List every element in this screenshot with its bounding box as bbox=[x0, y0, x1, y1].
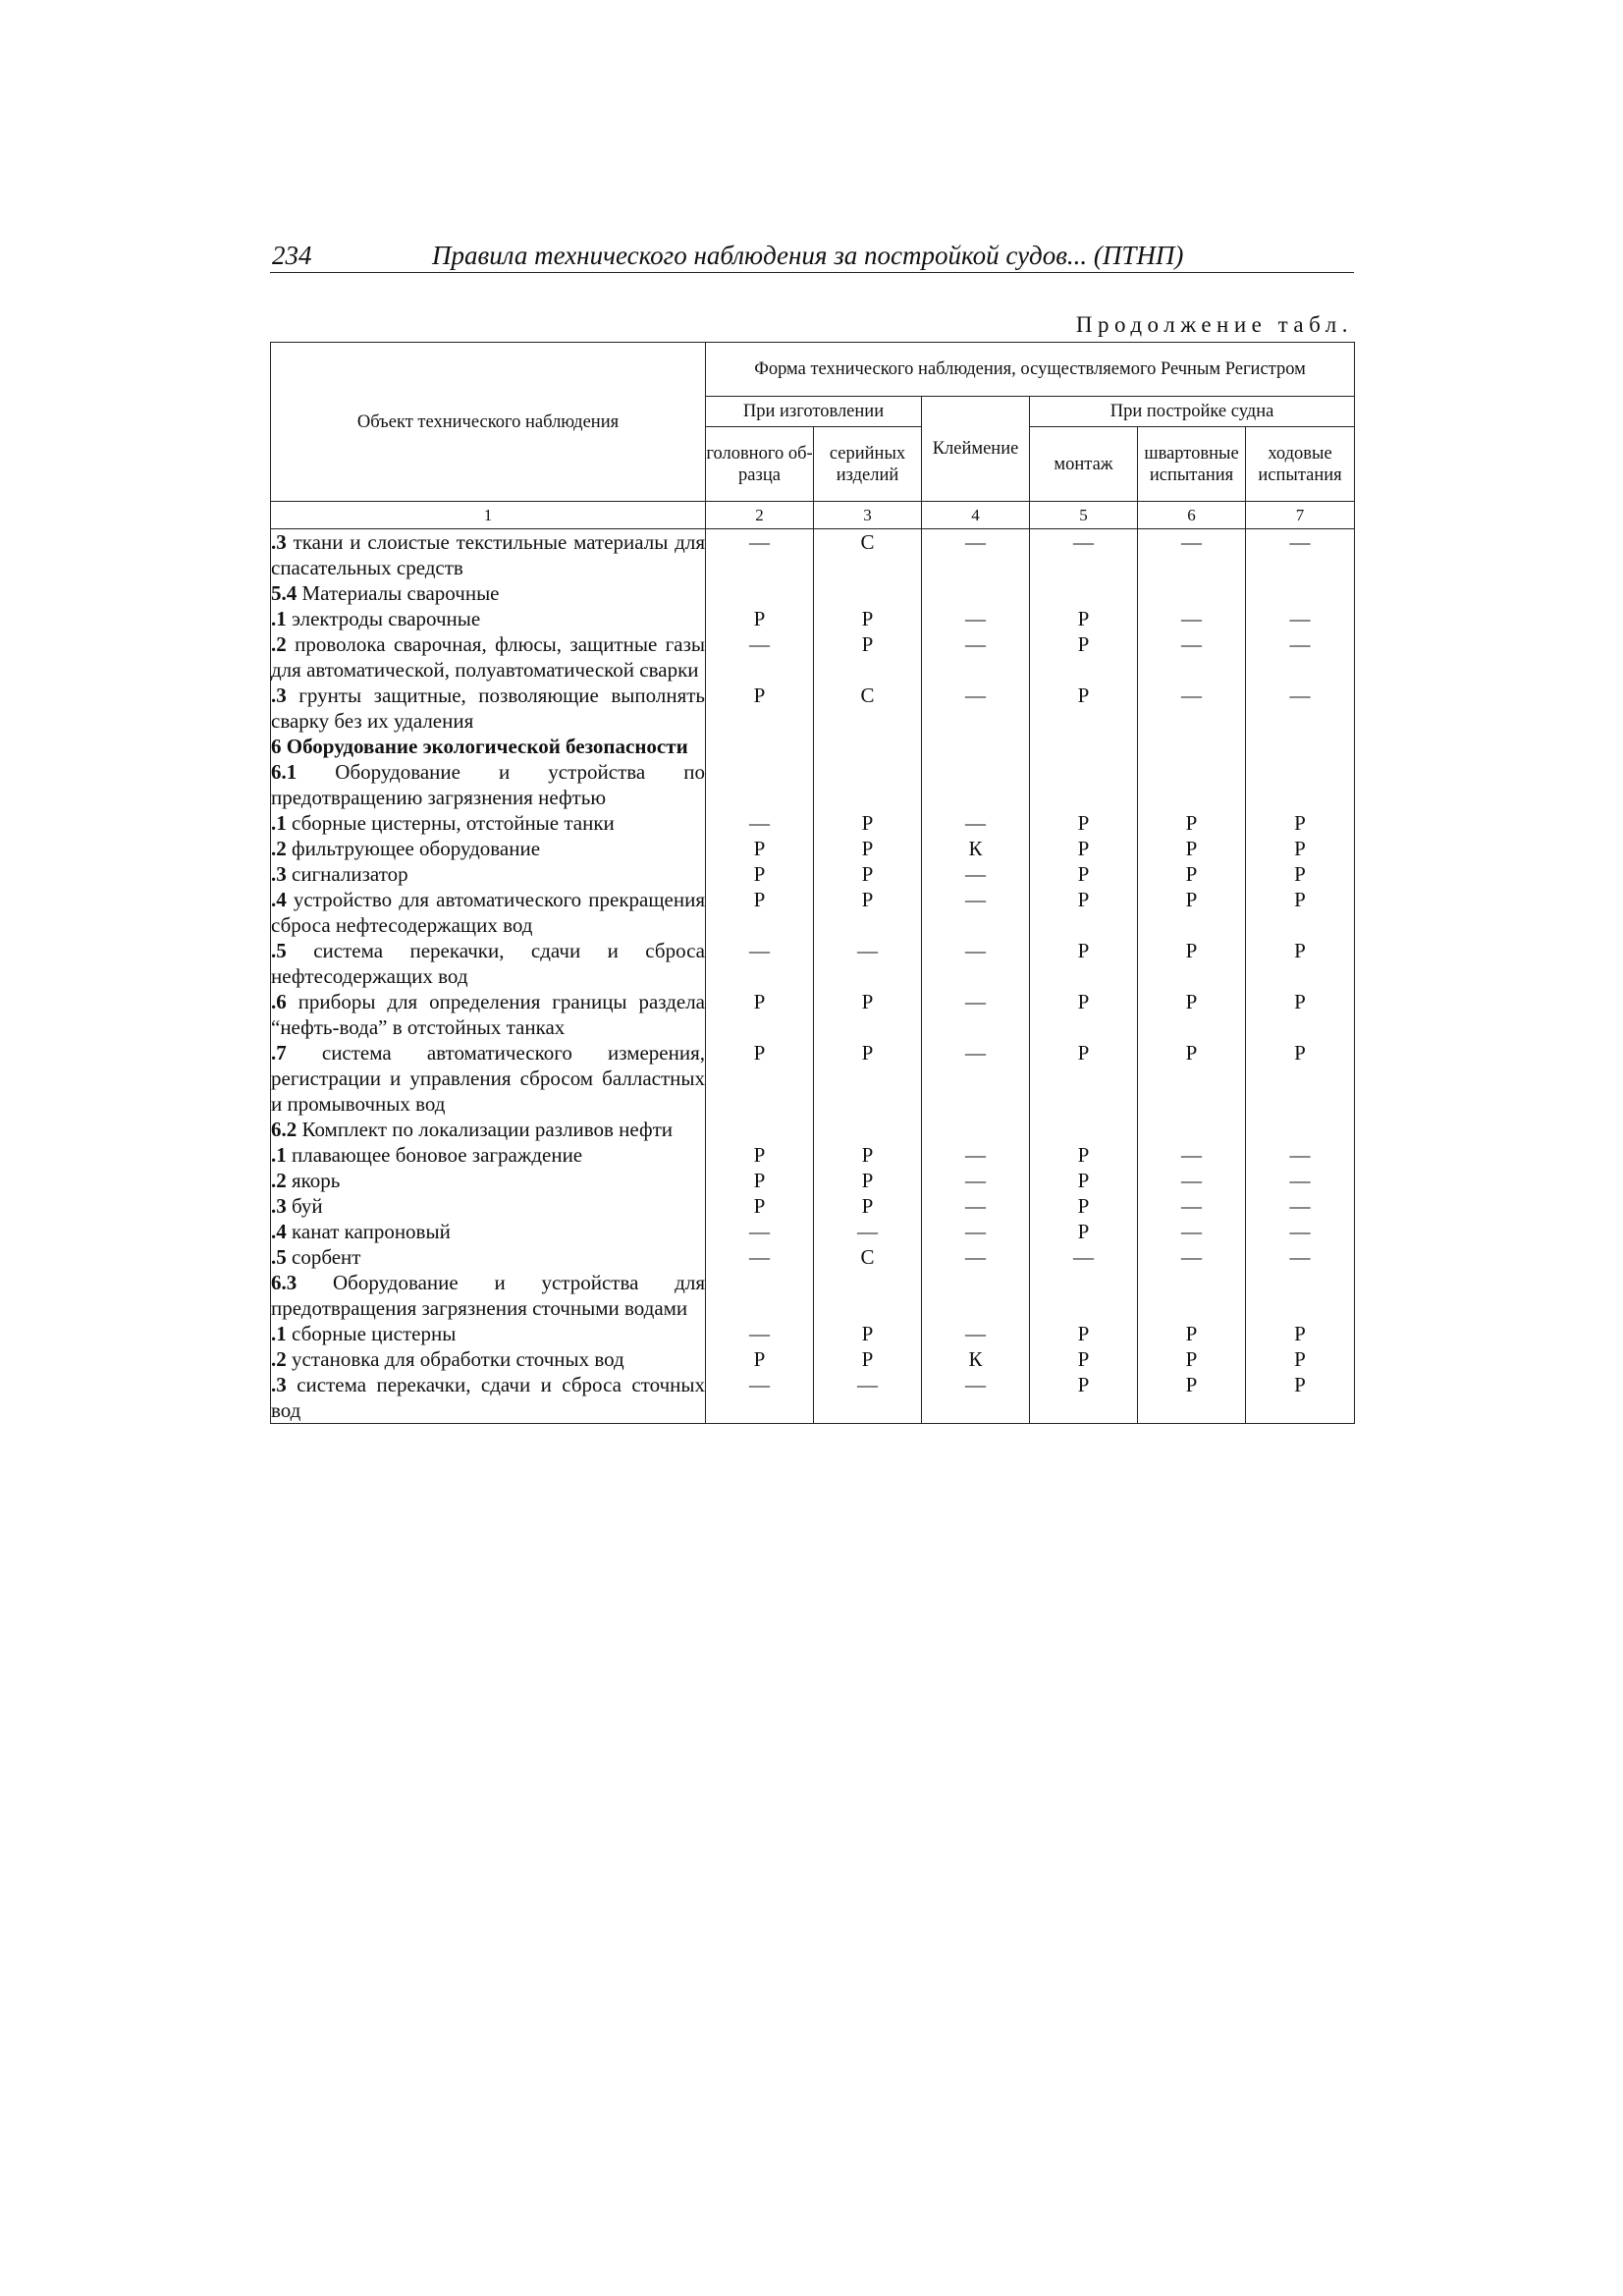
value-cell: — bbox=[706, 1321, 814, 1346]
empty-cell bbox=[1246, 734, 1355, 759]
item-text: электроды сварочные bbox=[292, 607, 481, 630]
value-cell: Р bbox=[814, 1346, 922, 1372]
value-cell: К bbox=[922, 1346, 1030, 1372]
value-cell: — bbox=[706, 1219, 814, 1244]
value-cell: Р bbox=[1246, 887, 1355, 938]
value-cell bbox=[1138, 1117, 1246, 1142]
item-number: .5 bbox=[271, 939, 287, 962]
table-row bbox=[271, 861, 1355, 887]
value-cell: Р bbox=[1030, 1219, 1138, 1244]
value-cell bbox=[922, 759, 1030, 810]
value-cell bbox=[1246, 1270, 1355, 1321]
value-cell: Р bbox=[1138, 861, 1246, 887]
item-number: .3 bbox=[271, 683, 287, 707]
col-number: 7 bbox=[1246, 502, 1355, 529]
table-body bbox=[271, 529, 1355, 1424]
value-cell: — bbox=[922, 1040, 1030, 1117]
value-cell: Р bbox=[706, 861, 814, 887]
item-number: .2 bbox=[271, 837, 287, 860]
item-number: .2 bbox=[271, 632, 287, 656]
item-text: Оборудование и устройства для предотвращения загрязнения сточными водами bbox=[271, 1271, 705, 1320]
item-number: .3 bbox=[271, 1194, 287, 1218]
value-cell bbox=[1030, 1270, 1138, 1321]
table-row bbox=[271, 580, 1355, 606]
item-text: система перекачки, сдачи и сброса нефтесодержащих вод bbox=[271, 939, 705, 988]
value-cell: — bbox=[1246, 606, 1355, 631]
empty-cell bbox=[1030, 734, 1138, 759]
table-row bbox=[271, 836, 1355, 861]
value-cell: Р bbox=[814, 606, 922, 631]
col-header-stamping: Клеймение bbox=[922, 397, 1030, 502]
item-number: .1 bbox=[271, 1322, 287, 1345]
value-cell: — bbox=[1246, 529, 1355, 581]
value-cell: — bbox=[814, 1372, 922, 1424]
item-number: .6 bbox=[271, 990, 287, 1013]
value-cell: — bbox=[1246, 1193, 1355, 1219]
value-cell: Р bbox=[1030, 606, 1138, 631]
value-cell: Р bbox=[1030, 1193, 1138, 1219]
value-cell: — bbox=[1246, 683, 1355, 734]
value-cell: — bbox=[922, 1372, 1030, 1424]
object-cell bbox=[271, 1040, 706, 1117]
value-cell: — bbox=[814, 1219, 922, 1244]
value-cell bbox=[922, 1270, 1030, 1321]
item-number: .5 bbox=[271, 1245, 287, 1269]
value-cell: Р bbox=[1030, 989, 1138, 1040]
object-cell bbox=[271, 1244, 706, 1270]
item-text: сборные цистерны bbox=[292, 1322, 457, 1345]
table-row bbox=[271, 1193, 1355, 1219]
value-cell: — bbox=[922, 1168, 1030, 1193]
item-number: .2 bbox=[271, 1169, 287, 1192]
table-row bbox=[271, 1040, 1355, 1117]
table-row bbox=[271, 1168, 1355, 1193]
value-cell: — bbox=[1138, 1193, 1246, 1219]
item-number: 6.3 bbox=[271, 1271, 298, 1294]
value-cell: Р bbox=[1246, 836, 1355, 861]
page-header bbox=[270, 239, 1354, 273]
value-cell: Р bbox=[814, 1040, 922, 1117]
value-cell bbox=[814, 759, 922, 810]
value-cell: — bbox=[706, 938, 814, 989]
value-cell: — bbox=[706, 1372, 814, 1424]
value-cell bbox=[814, 1117, 922, 1142]
object-cell bbox=[271, 606, 706, 631]
table-row bbox=[271, 631, 1355, 683]
value-cell bbox=[814, 580, 922, 606]
item-text: устройство для автоматического прекращения сброса нефтесодержащих вод bbox=[271, 888, 705, 937]
running-title: Правила технического наблюдения за постройкой судов... (ПТНП) bbox=[432, 241, 1184, 270]
value-cell: — bbox=[1030, 1244, 1138, 1270]
value-cell: — bbox=[1138, 1142, 1246, 1168]
table-row bbox=[271, 529, 1355, 581]
value-cell: Р bbox=[814, 631, 922, 683]
value-cell: Р bbox=[814, 1168, 922, 1193]
value-cell: Р bbox=[1030, 1346, 1138, 1372]
value-cell: Р bbox=[814, 1193, 922, 1219]
value-cell bbox=[706, 580, 814, 606]
value-cell: Р bbox=[1030, 836, 1138, 861]
value-cell: — bbox=[1030, 529, 1138, 581]
value-cell: К bbox=[922, 836, 1030, 861]
item-text: приборы для определения границы раздела “нефть-вода” в отстойных танках bbox=[271, 990, 706, 1039]
observation-table bbox=[270, 342, 1355, 1424]
value-cell: — bbox=[922, 861, 1030, 887]
value-cell: Р bbox=[1246, 1372, 1355, 1424]
value-cell: — bbox=[1138, 606, 1246, 631]
item-text: грунты защитные, позволяющие выполнять сварку без их удаления bbox=[271, 683, 705, 733]
table-row bbox=[271, 1142, 1355, 1168]
object-cell bbox=[271, 836, 706, 861]
value-cell: Р bbox=[706, 887, 814, 938]
value-cell: Р bbox=[1246, 1321, 1355, 1346]
object-cell bbox=[271, 938, 706, 989]
object-cell bbox=[271, 529, 706, 581]
object-cell bbox=[271, 989, 706, 1040]
construction-header: При постройке судна bbox=[1030, 397, 1355, 427]
table-row bbox=[271, 759, 1355, 810]
item-text: канат капроновый bbox=[292, 1220, 451, 1243]
item-number: .3 bbox=[271, 1373, 287, 1396]
object-cell bbox=[271, 1346, 706, 1372]
item-text: ткани и слоистые текстильные материалы для спасательных средств bbox=[271, 530, 705, 579]
item-number: .1 bbox=[271, 1143, 287, 1167]
value-cell: — bbox=[706, 810, 814, 836]
value-cell: Р bbox=[814, 861, 922, 887]
value-cell bbox=[922, 580, 1030, 606]
col-number: 1 bbox=[271, 502, 706, 529]
value-cell: Р bbox=[1138, 1321, 1246, 1346]
value-cell: Р bbox=[1030, 861, 1138, 887]
value-cell bbox=[706, 759, 814, 810]
value-cell: Р bbox=[1138, 989, 1246, 1040]
value-cell: Р bbox=[1246, 861, 1355, 887]
value-cell: Р bbox=[1138, 1346, 1246, 1372]
col-number: 6 bbox=[1138, 502, 1246, 529]
value-cell: — bbox=[922, 887, 1030, 938]
form-header: Форма технического наблюдения, осуществляемого Речным Регистром bbox=[706, 343, 1355, 397]
value-cell: Р bbox=[1138, 887, 1246, 938]
value-cell: — bbox=[1138, 631, 1246, 683]
value-cell: Р bbox=[1246, 1040, 1355, 1117]
table-row bbox=[271, 1244, 1355, 1270]
value-cell: Р bbox=[1030, 683, 1138, 734]
value-cell: — bbox=[814, 938, 922, 989]
object-cell bbox=[271, 887, 706, 938]
table-row bbox=[271, 1219, 1355, 1244]
value-cell: Р bbox=[814, 810, 922, 836]
item-text: Материалы сварочные bbox=[301, 581, 500, 605]
value-cell: — bbox=[1138, 1219, 1246, 1244]
section-heading: 6 Оборудование экологической безопасности bbox=[271, 734, 706, 759]
table-row bbox=[271, 989, 1355, 1040]
table-row bbox=[271, 1270, 1355, 1321]
value-cell bbox=[1246, 759, 1355, 810]
col-header-mooring-tests: швартовные испытания bbox=[1138, 427, 1246, 502]
value-cell: Р bbox=[706, 1346, 814, 1372]
object-cell bbox=[271, 1372, 706, 1424]
value-cell bbox=[706, 1117, 814, 1142]
col-header-installation: монтаж bbox=[1030, 427, 1138, 502]
value-cell: Р bbox=[1030, 631, 1138, 683]
value-cell: Р bbox=[1030, 1321, 1138, 1346]
item-text: проволока сварочная, флюсы, защитные газы для автоматической, полуавтоматической сварки bbox=[271, 632, 706, 682]
value-cell bbox=[706, 1270, 814, 1321]
object-column-header: Объект технического наблюдения bbox=[271, 343, 706, 502]
item-text: сорбент bbox=[292, 1245, 361, 1269]
value-cell: Р bbox=[706, 1193, 814, 1219]
value-cell: — bbox=[1246, 1168, 1355, 1193]
value-cell: — bbox=[1246, 1219, 1355, 1244]
empty-cell bbox=[1138, 734, 1246, 759]
empty-cell bbox=[814, 734, 922, 759]
object-cell bbox=[271, 759, 706, 810]
item-number: 5.4 bbox=[271, 581, 298, 605]
value-cell: — bbox=[922, 683, 1030, 734]
value-cell bbox=[1030, 759, 1138, 810]
item-text: система перекачки, сдачи и сброса сточных вод bbox=[271, 1373, 705, 1422]
value-cell: С bbox=[814, 1244, 922, 1270]
value-cell: Р bbox=[1138, 1372, 1246, 1424]
object-cell bbox=[271, 1321, 706, 1346]
value-cell: Р bbox=[1030, 810, 1138, 836]
value-cell: Р bbox=[814, 1142, 922, 1168]
value-cell: — bbox=[1138, 1168, 1246, 1193]
value-cell: Р bbox=[1030, 1142, 1138, 1168]
table-row bbox=[271, 1372, 1355, 1424]
value-cell: — bbox=[922, 989, 1030, 1040]
empty-cell bbox=[922, 734, 1030, 759]
item-number: .7 bbox=[271, 1041, 287, 1065]
value-cell: Р bbox=[706, 989, 814, 1040]
table-row bbox=[271, 1117, 1355, 1142]
object-cell bbox=[271, 631, 706, 683]
item-number: .4 bbox=[271, 888, 287, 911]
col-header-serial: серийных изделий bbox=[814, 427, 922, 502]
value-cell: — bbox=[1246, 631, 1355, 683]
value-cell bbox=[1138, 580, 1246, 606]
value-cell: — bbox=[1138, 1244, 1246, 1270]
value-cell: Р bbox=[814, 836, 922, 861]
value-cell: Р bbox=[706, 836, 814, 861]
value-cell: Р bbox=[706, 606, 814, 631]
value-cell: — bbox=[922, 529, 1030, 581]
value-cell: Р bbox=[1246, 989, 1355, 1040]
value-cell bbox=[922, 1117, 1030, 1142]
value-cell: — bbox=[922, 1193, 1030, 1219]
item-number: .3 bbox=[271, 530, 287, 554]
value-cell: — bbox=[1246, 1142, 1355, 1168]
item-number: .4 bbox=[271, 1220, 287, 1243]
value-cell: — bbox=[1138, 683, 1246, 734]
table-continuation-label: Продолжение табл. bbox=[1075, 312, 1353, 337]
value-cell: Р bbox=[814, 1321, 922, 1346]
object-cell bbox=[271, 1168, 706, 1193]
object-cell bbox=[271, 1117, 706, 1142]
item-number: .3 bbox=[271, 862, 287, 886]
value-cell: — bbox=[706, 529, 814, 581]
table-row bbox=[271, 1321, 1355, 1346]
item-text: якорь bbox=[292, 1169, 341, 1192]
item-text: буй bbox=[292, 1194, 323, 1218]
value-cell bbox=[1138, 1270, 1246, 1321]
value-cell: Р bbox=[1246, 810, 1355, 836]
item-number: 6.1 bbox=[271, 760, 298, 784]
item-text: сборные цистерны, отстойные танки bbox=[292, 811, 615, 835]
value-cell: Р bbox=[814, 989, 922, 1040]
item-text: установка для обработки сточных вод bbox=[292, 1347, 624, 1371]
value-cell: — bbox=[922, 1244, 1030, 1270]
item-text: плавающее боновое заграждение bbox=[292, 1143, 583, 1167]
value-cell: — bbox=[922, 1219, 1030, 1244]
object-cell bbox=[271, 1219, 706, 1244]
manufacturing-header: При изготовлении bbox=[706, 397, 922, 427]
col-header-sea-trials: ходовые испытания bbox=[1246, 427, 1355, 502]
item-number: 6.2 bbox=[271, 1118, 298, 1141]
value-cell: Р bbox=[1030, 938, 1138, 989]
value-cell bbox=[1030, 580, 1138, 606]
value-cell: Р bbox=[1138, 836, 1246, 861]
object-cell bbox=[271, 683, 706, 734]
value-cell: Р bbox=[1030, 1040, 1138, 1117]
table-row bbox=[271, 606, 1355, 631]
col-header-prototype: головного образца bbox=[706, 427, 814, 502]
value-cell: — bbox=[922, 1142, 1030, 1168]
value-cell: Р bbox=[1138, 810, 1246, 836]
value-cell: Р bbox=[1030, 887, 1138, 938]
value-cell: Р bbox=[706, 683, 814, 734]
table-row bbox=[271, 683, 1355, 734]
value-cell: Р bbox=[814, 887, 922, 938]
table-row bbox=[271, 810, 1355, 836]
value-cell: Р bbox=[1138, 1040, 1246, 1117]
value-cell: Р bbox=[1030, 1168, 1138, 1193]
item-number: .2 bbox=[271, 1347, 287, 1371]
item-text: система автоматического измерения, регистрации и управления сбросом балластных и промывочных вод bbox=[271, 1041, 706, 1116]
object-cell bbox=[271, 1193, 706, 1219]
value-cell bbox=[1030, 1117, 1138, 1142]
value-cell: — bbox=[1138, 529, 1246, 581]
item-text: сигнализатор bbox=[292, 862, 408, 886]
value-cell: — bbox=[922, 810, 1030, 836]
value-cell: Р bbox=[706, 1168, 814, 1193]
value-cell: Р bbox=[1138, 938, 1246, 989]
item-number: .1 bbox=[271, 811, 287, 835]
col-number: 3 bbox=[814, 502, 922, 529]
value-cell: Р bbox=[1246, 938, 1355, 989]
value-cell: Р bbox=[1030, 1372, 1138, 1424]
table-row bbox=[271, 1346, 1355, 1372]
object-cell bbox=[271, 861, 706, 887]
section-heading-row bbox=[271, 734, 1355, 759]
object-cell bbox=[271, 810, 706, 836]
value-cell: — bbox=[706, 1244, 814, 1270]
value-cell bbox=[1246, 580, 1355, 606]
object-cell bbox=[271, 1270, 706, 1321]
item-text: фильтрующее оборудование bbox=[292, 837, 541, 860]
table-row bbox=[271, 938, 1355, 989]
object-cell bbox=[271, 580, 706, 606]
item-text: Оборудование и устройства по предотвращению загрязнения нефтью bbox=[271, 760, 705, 809]
value-cell: — bbox=[922, 938, 1030, 989]
value-cell: С bbox=[814, 529, 922, 581]
value-cell: Р bbox=[706, 1040, 814, 1117]
page-number: 234 bbox=[272, 241, 312, 270]
value-cell: — bbox=[1246, 1244, 1355, 1270]
value-cell: Р bbox=[706, 1142, 814, 1168]
value-cell: — bbox=[922, 1321, 1030, 1346]
value-cell: Р bbox=[1246, 1346, 1355, 1372]
value-cell: С bbox=[814, 683, 922, 734]
value-cell: — bbox=[922, 631, 1030, 683]
value-cell: — bbox=[706, 631, 814, 683]
col-number: 2 bbox=[706, 502, 814, 529]
empty-cell bbox=[706, 734, 814, 759]
value-cell bbox=[1246, 1117, 1355, 1142]
item-number: .1 bbox=[271, 607, 287, 630]
col-number: 4 bbox=[922, 502, 1030, 529]
value-cell bbox=[814, 1270, 922, 1321]
value-cell: — bbox=[922, 606, 1030, 631]
table-row bbox=[271, 887, 1355, 938]
value-cell bbox=[1138, 759, 1246, 810]
col-number: 5 bbox=[1030, 502, 1138, 529]
item-text: Комплект по локализации разливов нефти bbox=[301, 1118, 674, 1141]
object-cell bbox=[271, 1142, 706, 1168]
